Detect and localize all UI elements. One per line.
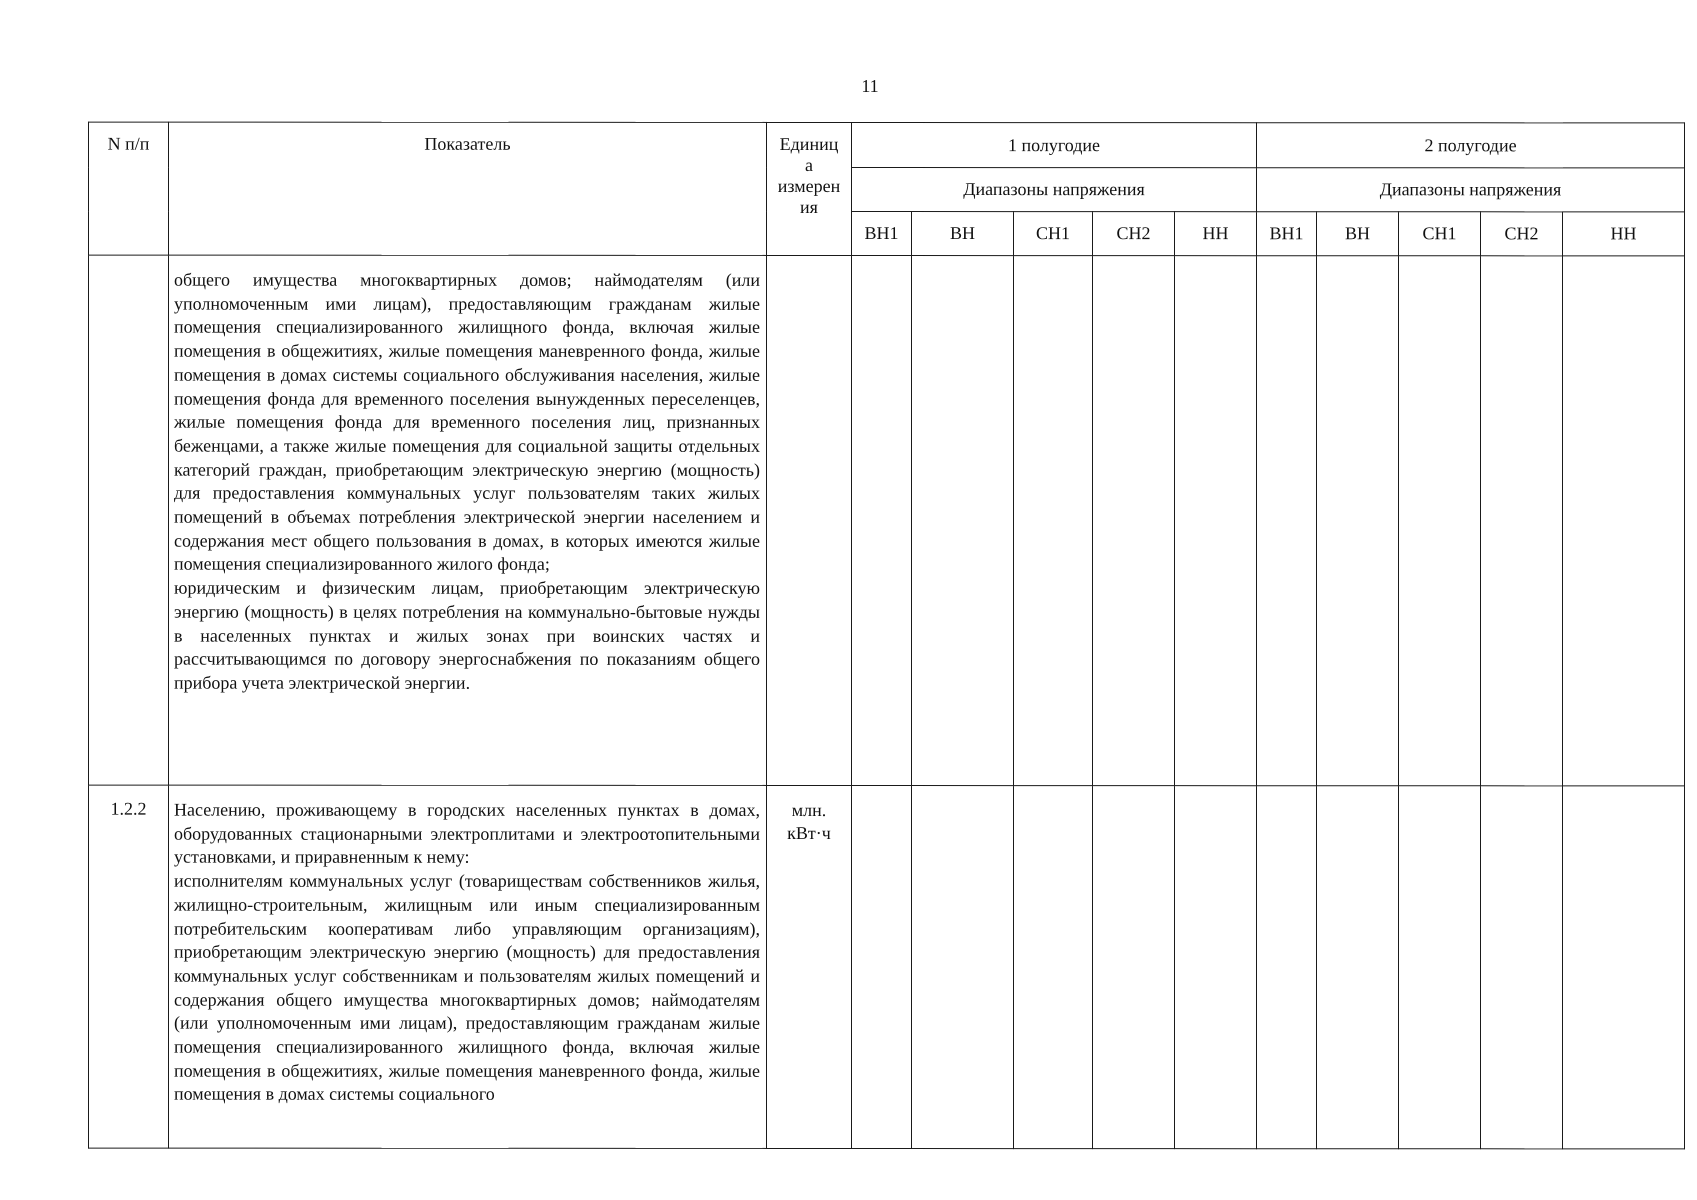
header-sub-nn: НН [1563, 212, 1685, 256]
header-unit-line: ия [800, 196, 818, 217]
indicator-paragraph: общего имущества многоквартирных домов; наймодателям (или уполномоченным ими лицам), предоставляющим гражданам жилые помещения специализированного жилищного фонда, включая жилые помещения в общежитиях, жилые помещения маневренного фонда, жилые помещения в домах системы социального обслуживания населения, жилые помещения фонда для временного поселения вынужденных переселенцев, жилые помещения фонда для временного поселения лиц, признанных беженцами, а также жилые помещения для социальной защиты отдельных категорий граждан, приобретающим электрическую энергию (мощность) для предоставления коммунальных услуг пользователям таких жилых помещений в объемах потребления электрической энергии населением и содержания мест общего пользования в домах, в которых имеются жилые помещения специализированного жилого фонда; [174, 269, 760, 575]
indicator-paragraph: юридическим и физическим лицам, приобретающим электрическую энергию (мощность) в целях потребления на коммунально-бытовые нужды в населенных пунктах и жилых зонах при воинских частях и рассчитывающимся по договору энергоснабжения по показаниям общего прибора учета электрической энергии. [174, 577, 760, 693]
header-sub-sn2: СН2 [1093, 212, 1175, 256]
value-cell [1563, 786, 1685, 1149]
value-cell [912, 786, 1014, 1149]
value-cell [1175, 256, 1257, 786]
header-unit-line: измерен [777, 175, 841, 196]
value-cell [1563, 256, 1685, 786]
unit-cell [767, 785, 852, 1148]
indicator-cell [169, 255, 767, 785]
value-cell [1399, 256, 1481, 786]
indicator-paragraph: исполнителям коммунальных услуг (товариществам собственников жилья, жилищно-строительным, жилищным или иным специализированным потребительским кооперативам либо управляющим организациям), приобретающим электрическую энергию (мощность) для предоставления коммунальных услуг собственникам и пользователям жилых помещений и содержания общего имущества многоквартирных домов; наймодателям (или уполномоченным ими лицам), предоставляющим гражданам жилые помещения специализированного жилищного фонда, включая жилые помещения в общежитиях, жилые помещения маневренного фонда, жилые помещения в домах системы социального [174, 870, 760, 1105]
header-unit [767, 122, 852, 255]
header-indicator: Показатель [169, 122, 767, 255]
table-row [89, 255, 1685, 786]
header-sub-vn: ВН [1317, 212, 1399, 256]
header-sub-sn1: СН1 [1399, 212, 1481, 256]
header-sub-vn: ВН [912, 212, 1014, 256]
header-sub-vn1: ВН1 [1257, 212, 1317, 256]
value-cell [1093, 786, 1175, 1149]
header-unit-line: Единиц [779, 133, 839, 154]
value-cell [1093, 256, 1175, 786]
value-cell [912, 256, 1014, 786]
tariff-table-frame [88, 122, 1684, 1150]
unit-line: млн. [791, 799, 827, 820]
unit-line: кВт·ч [787, 822, 831, 843]
value-cell [1014, 786, 1093, 1149]
value-cell [1175, 786, 1257, 1149]
header-sub-vn1: ВН1 [852, 211, 912, 255]
table-row [89, 785, 1685, 1149]
value-cell [1399, 786, 1481, 1149]
row-number-cell [89, 255, 169, 785]
header-sub-sn1: СН1 [1014, 212, 1093, 256]
header-half-1: 1 полугодие [852, 122, 1257, 167]
indicator-cell [169, 785, 767, 1148]
value-cell [1257, 256, 1317, 786]
header-num: N п/п [89, 122, 169, 255]
page-number: 11 [861, 76, 879, 96]
value-cell [1257, 786, 1317, 1149]
value-cell [1317, 786, 1399, 1149]
value-cell [1481, 256, 1563, 786]
value-cell [1481, 786, 1563, 1149]
header-half-2: 2 полугодие [1257, 123, 1685, 168]
value-cell [852, 255, 912, 785]
header-sub-sn2: СН2 [1481, 212, 1563, 256]
header-ranges-2: Диапазоны напряжения [1257, 168, 1685, 212]
value-cell [1014, 256, 1093, 786]
value-cell [1317, 256, 1399, 786]
indicator-paragraph: Населению, проживающему в городских населенных пунктах в домах, оборудованных стационарными электроплитами и электроотопительными установками, и приравненным к нему: [174, 799, 760, 868]
header-unit-line: а [805, 154, 813, 175]
header-sub-nn: НН [1175, 212, 1257, 256]
row-number-cell: 1.2.2 [89, 785, 169, 1148]
header-ranges-1: Диапазоны напряжения [852, 167, 1257, 211]
tariff-table [88, 122, 1685, 1150]
value-cell [852, 785, 912, 1148]
unit-cell [767, 255, 852, 785]
